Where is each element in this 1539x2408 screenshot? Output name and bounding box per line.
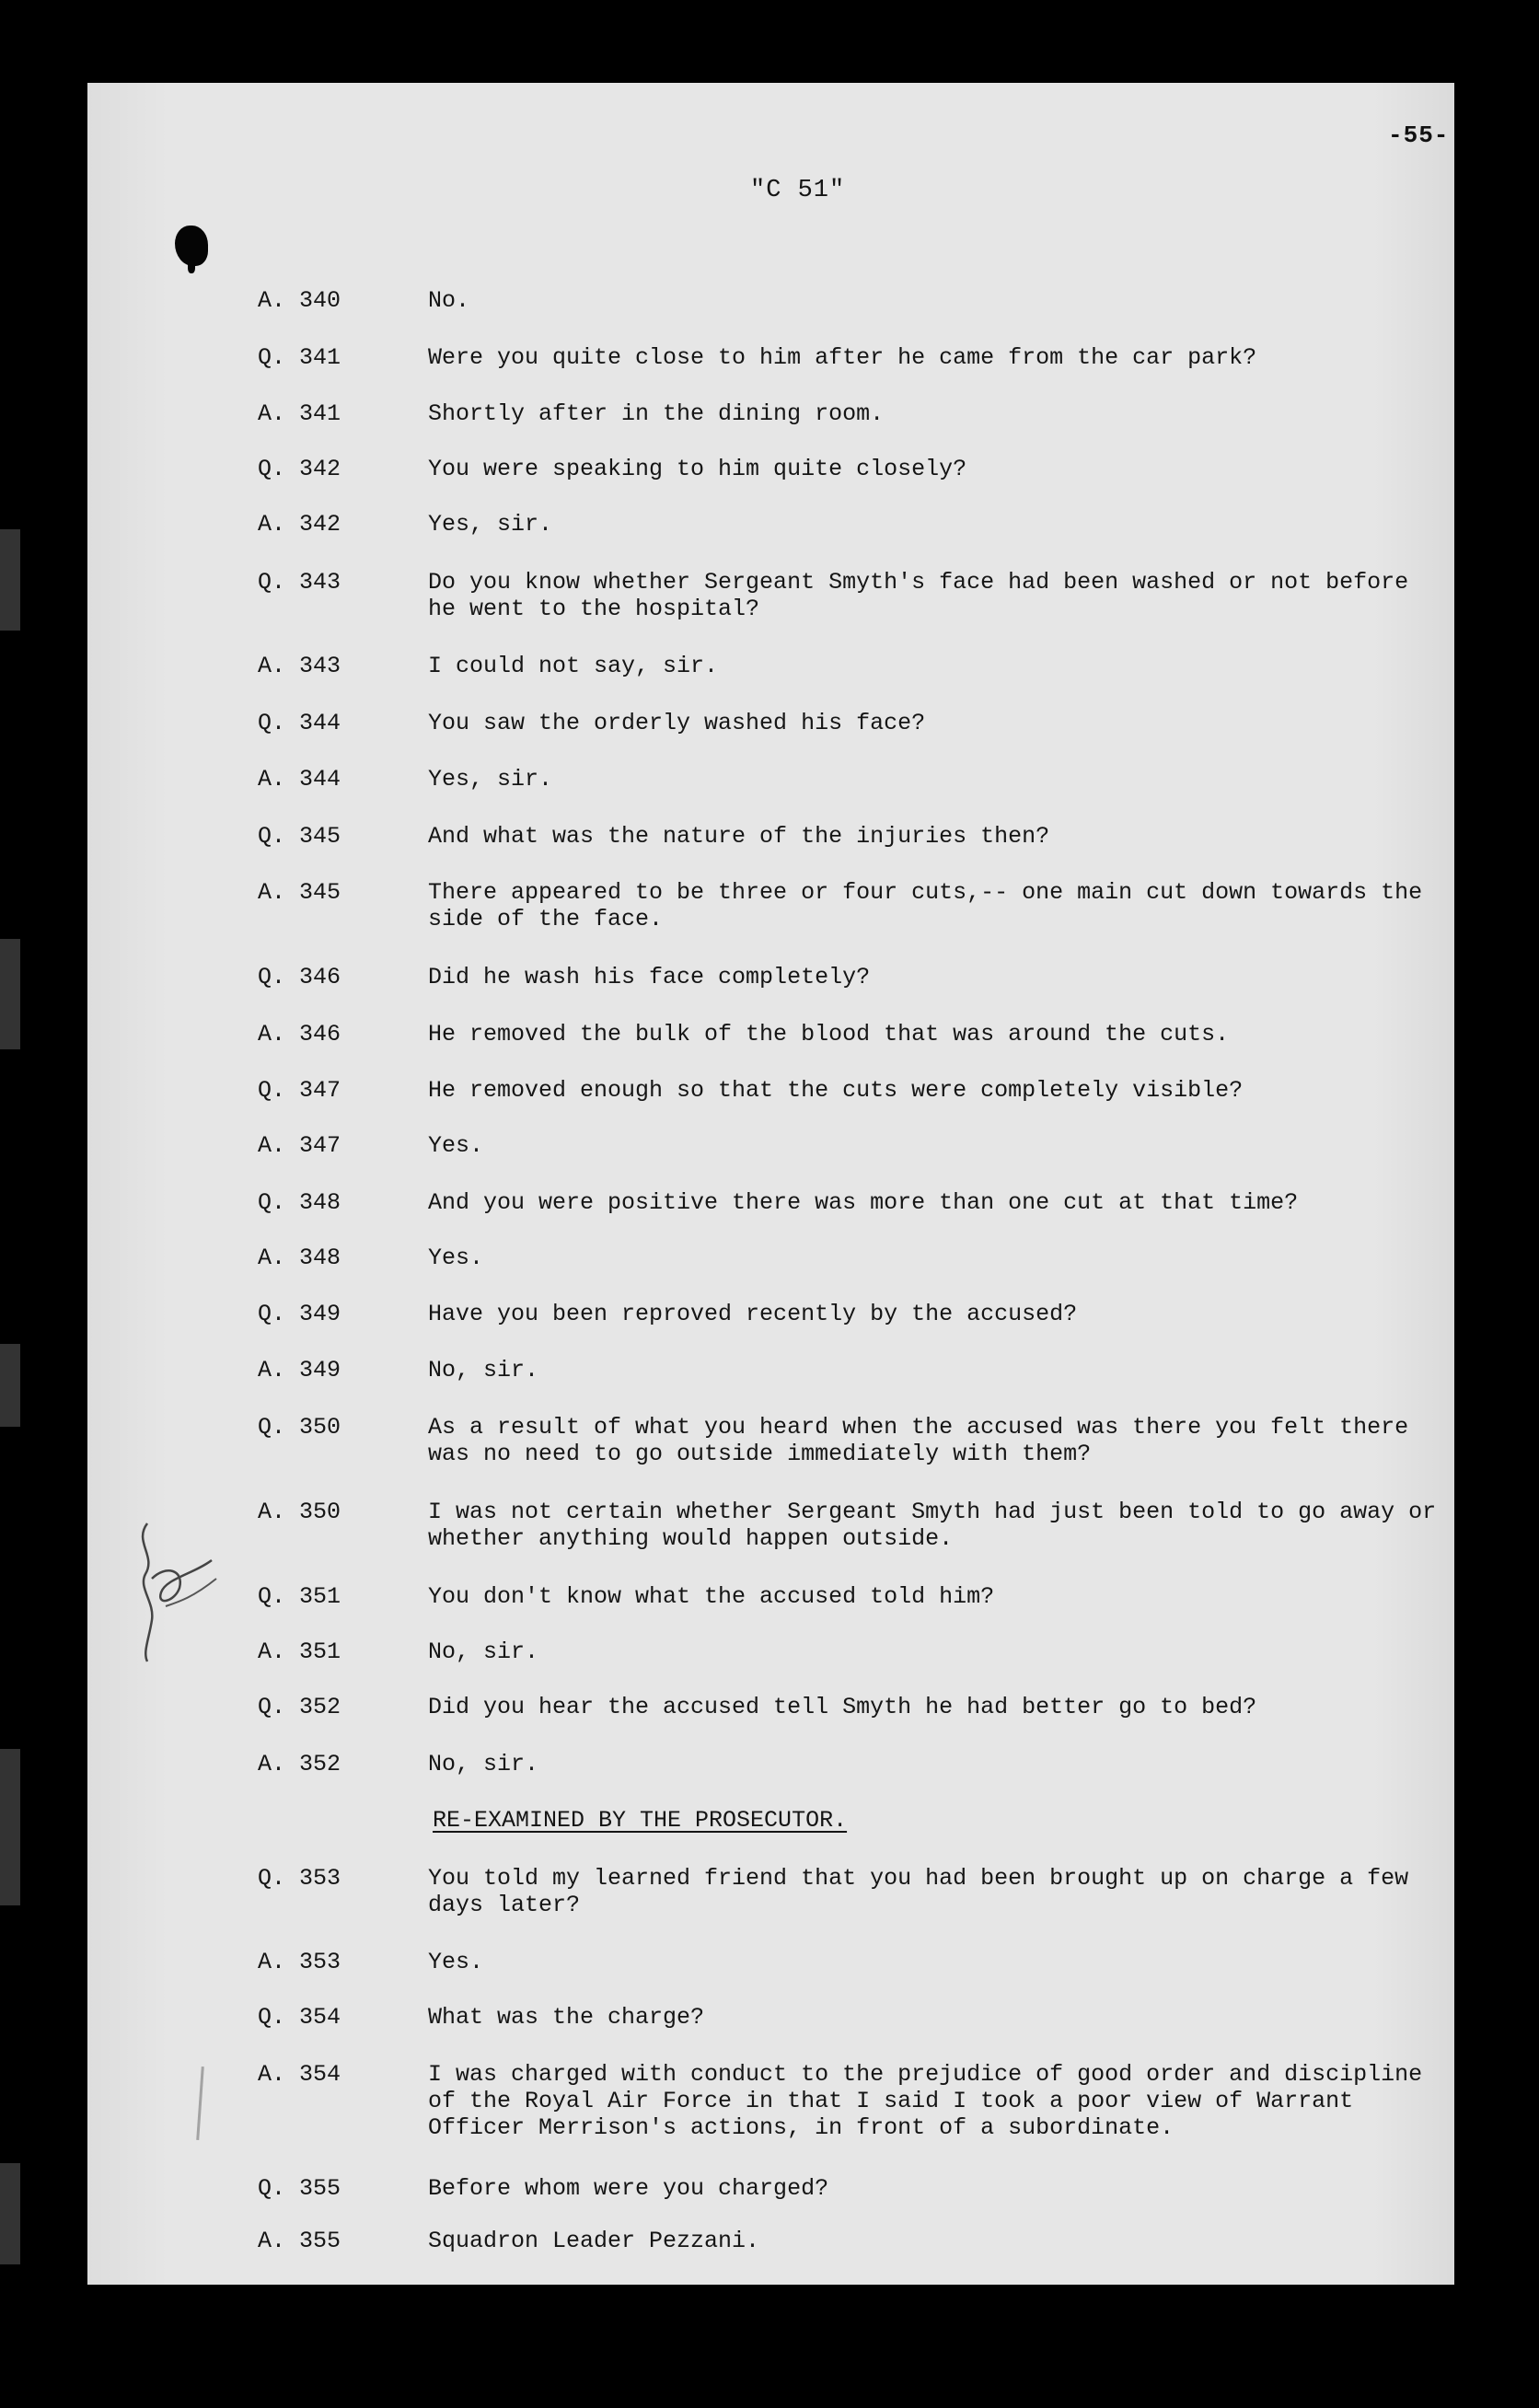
entry-number: Q. 353 xyxy=(258,1865,341,1892)
entry-number: A. 350 xyxy=(258,1499,341,1525)
entry-number: A. 344 xyxy=(258,766,341,793)
transcript-entry xyxy=(258,2004,1450,2031)
transcript-entry xyxy=(258,766,1450,793)
entry-text: Yes, sir. xyxy=(428,766,553,793)
entry-text: What was the charge? xyxy=(428,2004,705,2031)
entry-text: You saw the orderly washed his face? xyxy=(428,710,926,736)
entry-number: A. 343 xyxy=(258,653,341,679)
entry-text: Before whom were you charged? xyxy=(428,2175,829,2202)
entry-text: I was not certain whether Sergeant Smyth had just been told to go away or whether anything would happen outside. xyxy=(428,1499,1437,1552)
transcript-entry xyxy=(258,879,1450,932)
page-number: -55- xyxy=(1388,122,1450,149)
entry-number: Q. 345 xyxy=(258,823,341,850)
transcript-entry xyxy=(258,653,1450,679)
entry-text: There appeared to be three or four cuts,-- one main cut down towards the side of the face. xyxy=(428,879,1423,932)
transcript-entry xyxy=(258,1301,1450,1327)
entry-text: He removed enough so that the cuts were completely visible? xyxy=(428,1077,1244,1104)
transcript-entry xyxy=(258,1077,1450,1104)
entry-text: He removed the bulk of the blood that was around the cuts. xyxy=(428,1021,1230,1048)
transcript-entry xyxy=(258,1583,1450,1610)
transcript-entry xyxy=(258,400,1450,427)
transcript-entry xyxy=(258,823,1450,850)
transcript-entry xyxy=(258,1357,1450,1383)
transcript-entry xyxy=(258,1414,1450,1467)
entry-number: A. 342 xyxy=(258,511,341,538)
transcript-entry xyxy=(258,1949,1450,1975)
transcript-entry xyxy=(258,1694,1450,1720)
handwritten-initials xyxy=(129,1514,230,1671)
entry-text: As a result of what you heard when the accused was there you felt there was no need to go outside immediately with them? xyxy=(428,1414,1409,1467)
entry-number: A. 353 xyxy=(258,1949,341,1975)
entry-number: Q. 355 xyxy=(258,2175,341,2202)
transcript-entry xyxy=(258,1638,1450,1665)
entry-text: And you were positive there was more than one cut at that time? xyxy=(428,1189,1299,1216)
entry-text: Yes. xyxy=(428,1245,484,1271)
entry-number: A. 355 xyxy=(258,2228,341,2254)
entry-text: Yes, sir. xyxy=(428,511,553,538)
entry-number: A. 354 xyxy=(258,2061,341,2088)
transcript-entry xyxy=(258,1751,1450,1777)
entry-number: A. 340 xyxy=(258,287,341,314)
section-heading: RE-EXAMINED BY THE PROSECUTOR. xyxy=(433,1807,848,1834)
entry-text: And what was the nature of the injuries then? xyxy=(428,823,1050,850)
entry-text: Have you been reproved recently by the accused? xyxy=(428,1301,1078,1327)
transcript-entry xyxy=(258,2175,1450,2202)
entry-number: Q. 351 xyxy=(258,1583,341,1610)
entry-text: You were speaking to him quite closely? xyxy=(428,456,967,482)
entry-text: No, sir. xyxy=(428,1357,539,1383)
entry-text: No, sir. xyxy=(428,1638,539,1665)
entry-text: Did you hear the accused tell Smyth he had better go to bed? xyxy=(428,1694,1257,1720)
entry-number: Q. 342 xyxy=(258,456,341,482)
transcript-entry xyxy=(258,710,1450,736)
entry-text: I was charged with conduct to the prejudice of good order and discipline of the Royal Air Force in that I said I took a poor view of Warrant Officer Merrison's actions, in front of a subordinate. xyxy=(428,2061,1423,2141)
entry-number: Q. 347 xyxy=(258,1077,341,1104)
entry-number: Q. 343 xyxy=(258,569,341,596)
transcript-entry xyxy=(258,456,1450,482)
entry-text: No, sir. xyxy=(428,1751,539,1777)
transcript-entry xyxy=(258,1021,1450,1048)
transcript-entry xyxy=(258,511,1450,538)
entry-number: A. 346 xyxy=(258,1021,341,1048)
entry-number: Q. 350 xyxy=(258,1414,341,1441)
entry-text: No. xyxy=(428,287,470,314)
entry-number: Q. 349 xyxy=(258,1301,341,1327)
entry-number: Q. 348 xyxy=(258,1189,341,1216)
entry-text: Squadron Leader Pezzani. xyxy=(428,2228,760,2254)
entry-number: Q. 352 xyxy=(258,1694,341,1720)
entry-number: Q. 344 xyxy=(258,710,341,736)
entry-text: I could not say, sir. xyxy=(428,653,719,679)
entry-text: Were you quite close to him after he came from the car park? xyxy=(428,344,1257,371)
entry-number: A. 348 xyxy=(258,1245,341,1271)
transcript-entry xyxy=(258,1132,1450,1159)
transcript-entry xyxy=(258,1499,1450,1552)
entry-number: A. 349 xyxy=(258,1357,341,1383)
entry-text: Do you know whether Sergeant Smyth's face had been washed or not before he went to the hospital? xyxy=(428,569,1409,622)
transcript-entry xyxy=(258,287,1450,314)
entry-number: A. 352 xyxy=(258,1751,341,1777)
entry-text: Shortly after in the dining room. xyxy=(428,400,885,427)
entry-text: You don't know what the accused told him? xyxy=(428,1583,995,1610)
transcript-entry xyxy=(258,1865,1450,1918)
entry-number: Q. 346 xyxy=(258,964,341,990)
entry-text: Yes. xyxy=(428,1949,484,1975)
transcript-entry xyxy=(258,1245,1450,1271)
transcript-entry xyxy=(258,2228,1450,2254)
transcript-entry xyxy=(258,569,1450,622)
entry-text: Yes. xyxy=(428,1132,484,1159)
entry-number: A. 341 xyxy=(258,400,341,427)
entry-text: You told my learned friend that you had been brought up on charge a few days later? xyxy=(428,1865,1409,1918)
transcript-entry xyxy=(258,344,1450,371)
entry-number: A. 347 xyxy=(258,1132,341,1159)
entry-number: A. 345 xyxy=(258,879,341,906)
entry-number: A. 351 xyxy=(258,1638,341,1665)
transcript-entry xyxy=(258,2061,1450,2141)
entry-text: Did he wash his face completely? xyxy=(428,964,871,990)
entry-number: Q. 341 xyxy=(258,344,341,371)
entry-number: Q. 354 xyxy=(258,2004,341,2031)
exhibit-label: "C 51" xyxy=(750,177,846,204)
transcript-entry xyxy=(258,964,1450,990)
transcript-entry xyxy=(258,1189,1450,1216)
